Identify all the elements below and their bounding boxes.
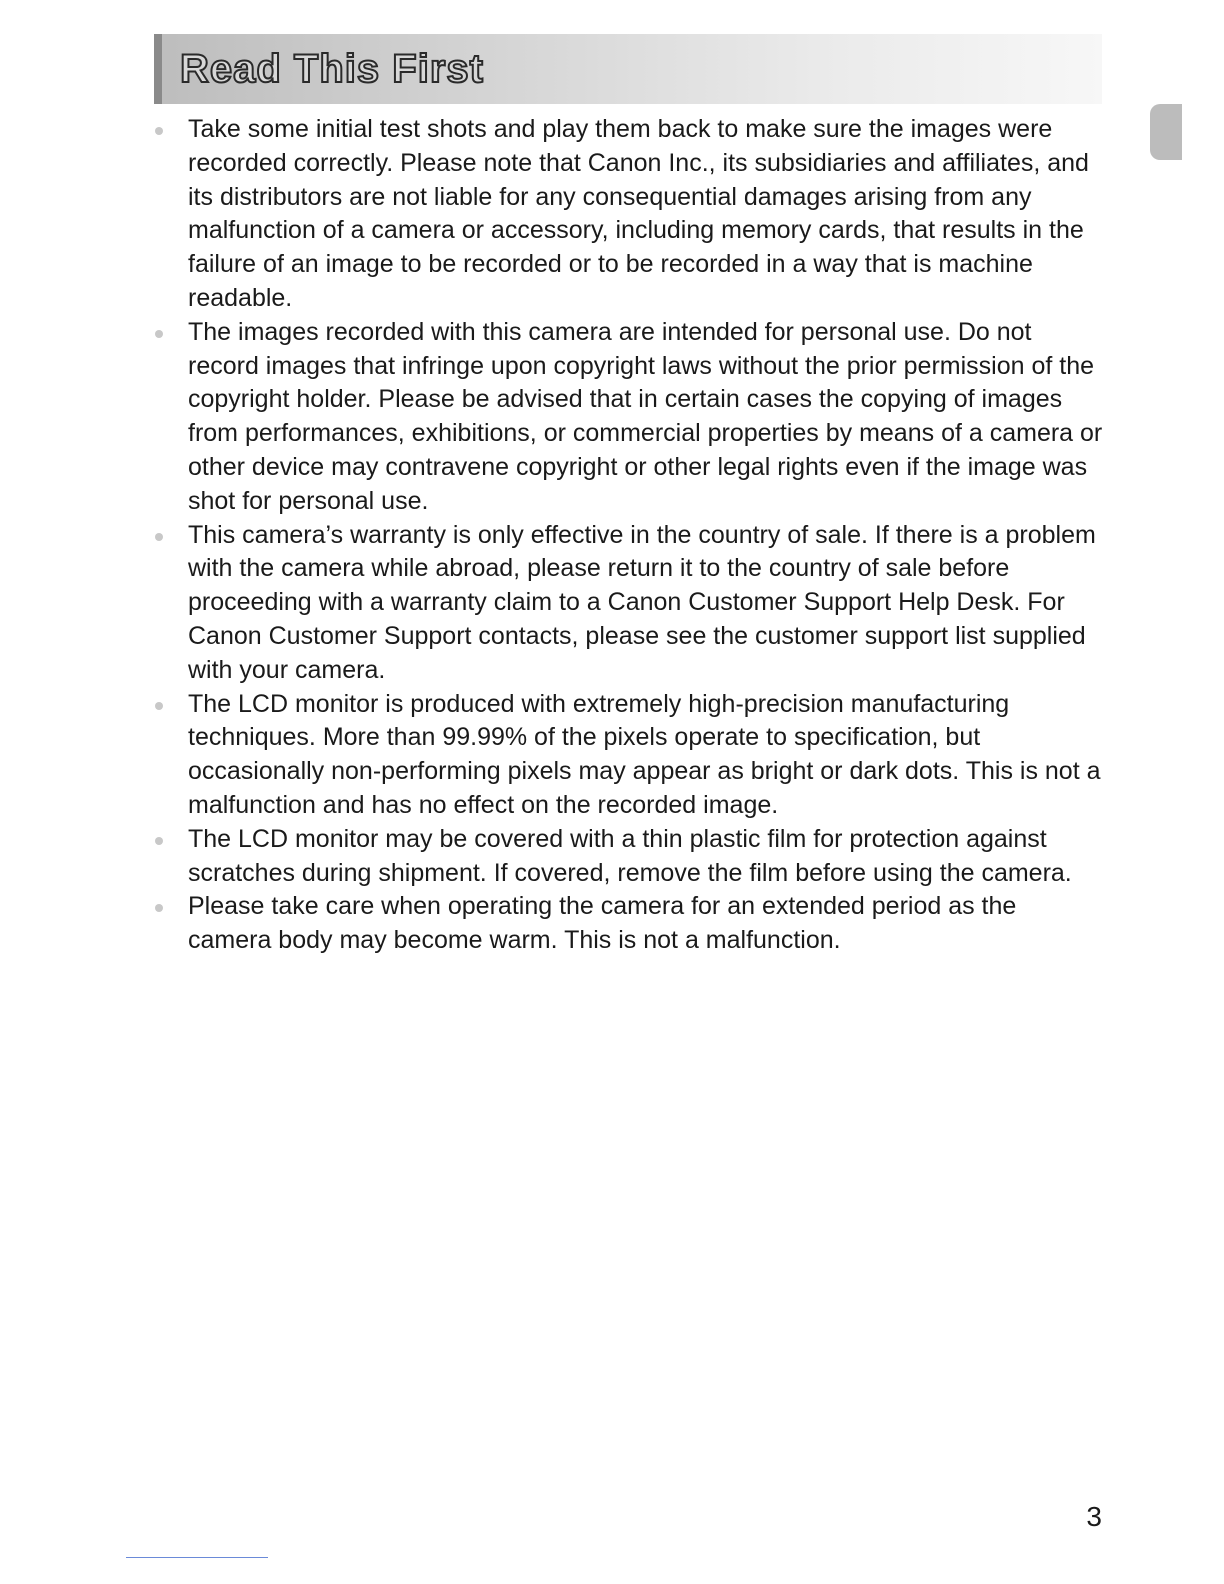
bullet-icon — [155, 837, 163, 845]
notice-text: The LCD monitor may be covered with a thin plastic film for protection against scratches during shipment. If covered, remove the film before using the camera. — [188, 824, 1072, 887]
notice-text: The LCD monitor is produced with extremely high-precision manufacturing techniques. More than 99.99% of the pixels operate to specification, but occasionally non-performing pixels may appear as bright or dark dots. This is not a malfunction and has no effect on the recorded image. — [188, 689, 1101, 819]
page-title: Read This First — [180, 47, 484, 91]
bullet-icon — [155, 904, 163, 912]
notice-list — [155, 113, 1105, 958]
notice-text: Take some initial test shots and play them back to make sure the images were recorded correctly. Please note that Canon Inc., its subsidiaries and affiliates, and its distributors are not liable for any consequential damages arising from any malfunction of a camera or accessory, including memory cards, that results in the failure of an image to be recorded or to be recorded in a way that is machine readable. — [188, 115, 1089, 312]
footer-rule — [126, 1557, 268, 1558]
notice-item-lcd-pixels — [155, 688, 1105, 823]
bullet-icon — [155, 330, 163, 338]
notice-item-warm-body — [155, 890, 1105, 958]
chapter-tab-marker — [1150, 104, 1182, 160]
section-header-band — [154, 34, 1102, 104]
notice-item-copyright — [155, 316, 1105, 519]
bullet-icon — [155, 702, 163, 710]
page-number: 3 — [1086, 1501, 1102, 1532]
notice-text: This camera’s warranty is only effective in the country of sale. If there is a problem with the camera while abroad, please return it to the country of sale before proceeding with a warranty claim to a Canon Customer Support Help Desk. For Canon Customer Support contacts, please see the customer support list supplied with your camera. — [188, 520, 1096, 684]
notice-item-warranty — [155, 519, 1105, 688]
notice-item-lcd-film — [155, 823, 1105, 891]
notice-text: Please take care when operating the camera for an extended period as the camera body may become warm. This is not a malfunction. — [188, 892, 1017, 955]
notice-item-test-shots — [155, 113, 1105, 316]
notice-text: The images recorded with this camera are intended for personal use. Do not record images that infringe upon copyright laws without the prior permission of the copyright holder. Please be advised that in certain cases the copying of images from performances, exhibitions, or commercial properties by means of a camera or other device may contravene copyright or other legal rights even if the image was shot for personal use. — [188, 317, 1103, 515]
bullet-icon — [155, 127, 163, 135]
bullet-icon — [155, 533, 163, 541]
